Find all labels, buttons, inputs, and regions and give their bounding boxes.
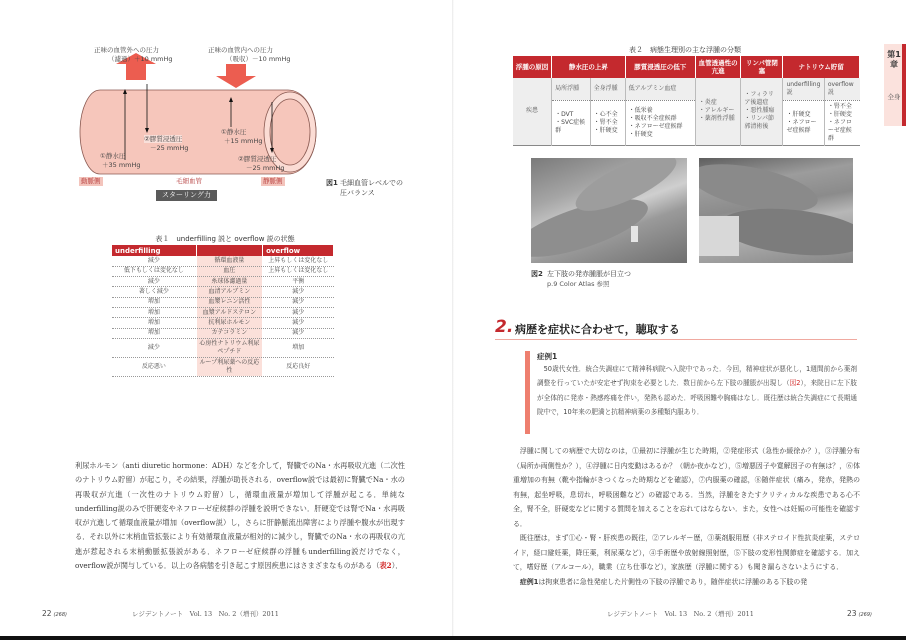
- left-page-number: [42, 609, 67, 618]
- t2-list-item: ・リンパ節郭清術後: [744, 115, 774, 131]
- arterial-hydro-value: ＋35 mmHg: [102, 161, 141, 169]
- t1-cell-parameter: カテコラミン: [196, 328, 262, 338]
- capillary-diagram-svg: [78, 40, 318, 200]
- t1-row: [112, 307, 334, 317]
- figure-1-number: 図1: [326, 179, 338, 187]
- t1-cell-underfilling: 反応悪い: [112, 357, 196, 376]
- t2-sub-hypoalb: 低アルブミン血症: [625, 78, 695, 100]
- t1-row: [112, 328, 334, 338]
- absorption-label-2: （吸収）－10 mmHg: [226, 55, 291, 63]
- t2-list-item: ・ネフローゼ症候群: [827, 118, 852, 142]
- t2-list-item: ・悪性腫瘍: [744, 107, 775, 115]
- t1-cell-parameter: 循環血液量: [196, 256, 262, 266]
- table-1: [112, 245, 334, 377]
- arterial-side-tag: 動脈側: [81, 177, 101, 185]
- t2-sub-systemic: 全身浮腫: [590, 78, 625, 100]
- t2-list-item: ・肝硬変: [593, 126, 618, 134]
- t2-list-item: ・肝硬変: [786, 110, 811, 118]
- t2-list-item: ・低栄養: [628, 106, 653, 114]
- t1-header-underfilling: underfilling: [112, 245, 196, 256]
- t1-cell-overflow: 減少: [263, 307, 334, 317]
- venous-hydro-label: ①静水圧: [221, 128, 247, 136]
- t2-list-item: ・心不全: [593, 110, 618, 118]
- chapter-tab-edge: [902, 44, 906, 126]
- t1-cell-underfilling: 増加: [112, 328, 196, 338]
- absorption-label-1: 正味の血管内への圧力: [208, 46, 273, 54]
- t2-list-item: ・DVT: [555, 110, 574, 118]
- t2-header-hydrostatic: 静水圧の上昇: [552, 56, 626, 78]
- t2-cell-oncotic: [625, 100, 695, 145]
- t1-cell-overflow: 反応良好: [263, 357, 334, 376]
- figure-1-starling-diagram: [78, 40, 318, 200]
- figure-1-caption-line1: 毛細血管レベルでの: [340, 179, 403, 187]
- right-page-number: [847, 609, 872, 618]
- figure-2-caption: [531, 269, 631, 289]
- t2-cell-overflow: [824, 100, 859, 145]
- t1-cell-parameter: 心房性ナトリウム利尿ペプチド: [196, 338, 262, 357]
- t1-cell-parameter: 血清アルブミン: [196, 287, 262, 297]
- section-number: 2.: [495, 317, 514, 337]
- arterial-hydro-label: ①静水圧: [100, 152, 126, 160]
- case-1-inline-label: 症例1: [519, 577, 539, 586]
- viewer-bottom-bar: [0, 636, 906, 640]
- t1-cell-parameter: 糸球体濾過量: [196, 277, 262, 287]
- t2-cell-local: [552, 100, 591, 145]
- chapter-tab[interactable]: [884, 44, 906, 126]
- t1-cell-parameter: ループ利尿薬への反応性: [196, 357, 262, 376]
- t1-header-middle: [196, 245, 262, 256]
- t2-header-lymph: リンパ管閉塞: [741, 56, 783, 78]
- t1-cell-overflow: 減少: [263, 297, 334, 307]
- t1-cell-underfilling: 減少: [112, 277, 196, 287]
- t2-cell-systemic: [590, 100, 625, 145]
- left-body-paragraph: 利尿ホルモン（anti diuretic hormone：ADH）などを介して，腎臓でのNa・水再吸収亢進（二次性のナトリウム貯留）が起こり，その結果，浮腫が助長される．overflow説では最初に腎臓でNa・水の再吸収が亢進（一次性のナトリウム貯留）し，循環血液量が増加して浮腫が起こる．単純なunderfilling説のみで肝硬変やネフローゼ症候群の浮腫を説明できない．肝硬変では腎でNa・水再吸収が亢進して循環血液量が増加（overflow説）し，さらに肝静脈流出障害により浮腫や腹水が出現する．それ以外に末梢血管拡張により有効循環血液量が相対的に減少し，腎臓でのNa・水の再吸収の亢進が惹起される末梢動脈拡張説がある．ネフローゼ症候群の浮腫もunderfilling説だけでなく，overflow説が関与している．以上の各病態を引き起こす原因疾患にはさまざまなものがある（: [75, 461, 405, 571]
- venous-oncotic-label: ②膠質浸透圧: [238, 155, 277, 163]
- t1-cell-underfilling: 増加: [112, 307, 196, 317]
- t1-cell-overflow: 減少: [263, 318, 334, 328]
- history-paragraph-2: 既往歴は，まず①心・腎・肝疾患の既往，②アレルギー歴，③薬剤服用歴（非ステロイド性抗炎症薬，ステロイド，経口避妊薬，降圧薬，利尿薬など），④手術歴や放射線照射歴，⑤下肢の変形性関節症を確認する．加えて，嗜好歴（アルコール），職業（立ち仕事など），家族歴（浮腫に関する）も聞き漏らさないようにする．: [513, 534, 860, 571]
- t2-row-label-disease: 疾患: [513, 78, 552, 145]
- figure-1-caption-line2: 圧バランス: [340, 189, 375, 197]
- t1-cell-overflow: 減少: [263, 287, 334, 297]
- t2-header-oncotic: 膠質浸透圧の低下: [625, 56, 695, 78]
- t1-cell-parameter: 血漿アルドステロン: [196, 307, 262, 317]
- arterial-oncotic-value: －25 mmHg: [150, 144, 189, 152]
- arterial-oncotic-label: ②膠質浸透圧: [144, 135, 183, 143]
- starling-force-label: スターリング力: [156, 190, 217, 201]
- venous-oncotic-value: －25 mmHg: [246, 164, 285, 172]
- chapter-section-label: 全身: [887, 93, 901, 101]
- case-1-text: [537, 362, 857, 419]
- page-gutter: [452, 0, 454, 636]
- t2-sub-overflow: overflow説: [824, 78, 859, 100]
- table-2-reference-link[interactable]: 表2: [379, 561, 392, 571]
- t1-cell-overflow: 増加: [263, 338, 334, 357]
- t1-header-overflow: overflow: [263, 245, 334, 256]
- table-1-title: 表１ underfilling 説と overflow 説の状態: [155, 235, 295, 243]
- case-1-title: 症例1: [537, 352, 558, 361]
- t2-list-item: ・フィラリア後遺症: [744, 91, 774, 107]
- history-paragraph-1: 浮腫に関しての病歴で大切なのは，①最初に浮腫が生じた時期，②発症形式（急性か緩徐か？），③浮腫分布（局所か両側性か？），④浮腫に日内変動はあるか？（朝か夜かなど），⑤増悪因子や寛解因子の有無は？，⑥体重増加の有無（靴や指輪がきつくなった時期などを確認），⑦内服薬の確認，⑧随伴症状（痛み，発赤，発熱の有無，起坐呼吸，息切れ，呼吸困難など）の確認である．当然，浮腫をきたすクリティカルな疾患である心不全，腎不全，肝硬変などに関する質問を加えることを忘れてはならない．また，女性へは妊娠の可能性を確認する．: [513, 447, 860, 528]
- t1-cell-underfilling: 減少: [112, 256, 196, 266]
- t2-list-item: ・炎症: [698, 99, 717, 107]
- history-paragraph-3: [513, 575, 860, 590]
- right-page-num: 23: [847, 609, 857, 618]
- history-paragraph-3-text: は拘束患者に急性発症した片側性の下肢の浮腫であり，随伴症状に浮腫のある下肢の発: [538, 577, 808, 586]
- case-1-text-part1: 50歳代女性．統合失調症にて精神科病院へ入院中であった．今回，精神症状が悪化し，1週間前から薬剤調整を行っていたが安定せず拘束を必要とした．数日前から左下肢の腫脹が出現し（: [537, 365, 857, 388]
- t1-cell-underfilling: 減少: [112, 338, 196, 357]
- absorption-arrow-icon: [216, 64, 256, 88]
- t1-cell-overflow: 上昇もしくは変化なし: [263, 266, 334, 276]
- t1-cell-underfilling: 増加: [112, 318, 196, 328]
- t2-header-permeability: 血管透過性の亢進: [695, 56, 741, 78]
- table-2-title: 表２ 病態生理別の主な浮腫の分類: [629, 46, 741, 54]
- t2-sub-underfilling: underfilling説: [783, 78, 824, 100]
- figure-2-photo-left-legs: [531, 158, 687, 263]
- chapter-label: 第1章: [887, 50, 901, 69]
- right-page-sub: (269): [858, 612, 872, 618]
- t1-row: [112, 256, 334, 266]
- t1-row: [112, 277, 334, 287]
- t2-list-item: ・ネフローゼ症候群: [628, 122, 683, 130]
- right-running-footer: レジデントノート Vol. 13 No. 2（増刊）2011: [607, 610, 754, 618]
- right-body-text: [513, 444, 860, 589]
- figure-2-color-atlas-ref: p.9 Color Atlas 参照: [547, 280, 610, 288]
- t2-cell-lymph: [741, 78, 783, 145]
- t2-list-item: ・薬剤性浮腫: [698, 115, 735, 123]
- filtration-label-2: （濾過）＋10 mmHg: [108, 55, 173, 63]
- left-page-num: 22: [42, 609, 52, 618]
- t1-row: [112, 297, 334, 307]
- left-body-text: [75, 459, 405, 573]
- figure-2-number: 図2: [531, 270, 543, 278]
- left-running-footer: レジデントノート Vol. 13 No. 2（増刊）2011: [132, 610, 279, 618]
- t1-cell-overflow: 減少: [263, 328, 334, 338]
- t1-cell-underfilling: 低下もしくは変化なし: [112, 266, 196, 276]
- t1-row: [112, 357, 334, 376]
- t2-list-item: ・SVC症候群: [555, 118, 586, 134]
- t2-header-cause: 浮腫の原因: [513, 56, 552, 78]
- capillary-tag: 毛細血管: [176, 177, 202, 185]
- t2-list-item: ・肝硬変: [628, 130, 653, 138]
- t2-list-item: ・肝硬変: [827, 110, 852, 118]
- t2-list-item: ・吸収不全症候群: [628, 114, 677, 122]
- section-title: 病歴を症状に合わせて，聴取する: [515, 323, 680, 336]
- t2-cell-underfilling: [783, 100, 824, 145]
- section-heading: [495, 318, 857, 340]
- figure-1-caption: [326, 178, 403, 198]
- figure-2-caption-text: 左下肢の発赤腫脹が目立つ: [547, 270, 631, 278]
- t1-cell-underfilling: 増加: [112, 297, 196, 307]
- t1-cell-parameter: 抗利尿ホルモン: [196, 318, 262, 328]
- t2-cell-permeability: [695, 78, 741, 145]
- t1-cell-underfilling: 著しく減少: [112, 287, 196, 297]
- venous-side-tag: 静脈側: [263, 177, 283, 185]
- t1-row: [112, 338, 334, 357]
- case-1-box: [525, 351, 857, 434]
- t1-cell-parameter: 血漿レニン活性: [196, 297, 262, 307]
- t2-list-item: ・ネフローゼ症候群: [786, 118, 817, 134]
- left-page-sub: (268): [53, 612, 67, 618]
- table-2: [513, 56, 860, 146]
- left-body-paragraph-end: ）．: [391, 561, 403, 571]
- t1-row: [112, 266, 334, 276]
- venous-hydro-value: ＋15 mmHg: [224, 137, 263, 145]
- t1-row: [112, 287, 334, 297]
- t2-list-item: ・腎不全: [827, 102, 852, 110]
- t2-sub-local: 局所浮腫: [552, 78, 591, 100]
- t2-list-item: ・アレルギー: [698, 107, 735, 115]
- case-1-text-part2: ），来院日に左下肢が全体的に発赤・熱感疼痛を伴い，発熱も認めた．呼吸困難や胸痛はなし．既往歴は統合失調症にて長期通院中で，10年来の肥満と抗精神病薬の多種類内服あり．: [537, 379, 857, 416]
- t2-list-item: ・腎不全: [593, 118, 618, 126]
- figure-2-photo-right-legs: [699, 158, 853, 263]
- t1-row: [112, 318, 334, 328]
- t1-cell-overflow: 平衡: [263, 277, 334, 287]
- t2-header-sodium: ナトリウム貯留: [783, 56, 860, 78]
- figure-2-reference-link[interactable]: 図2: [789, 379, 801, 388]
- filtration-label-1: 正味の血管外への圧力: [94, 46, 159, 54]
- t1-cell-overflow: 上昇もしくは変化なし: [263, 256, 334, 266]
- t1-cell-parameter: 血圧: [196, 266, 262, 276]
